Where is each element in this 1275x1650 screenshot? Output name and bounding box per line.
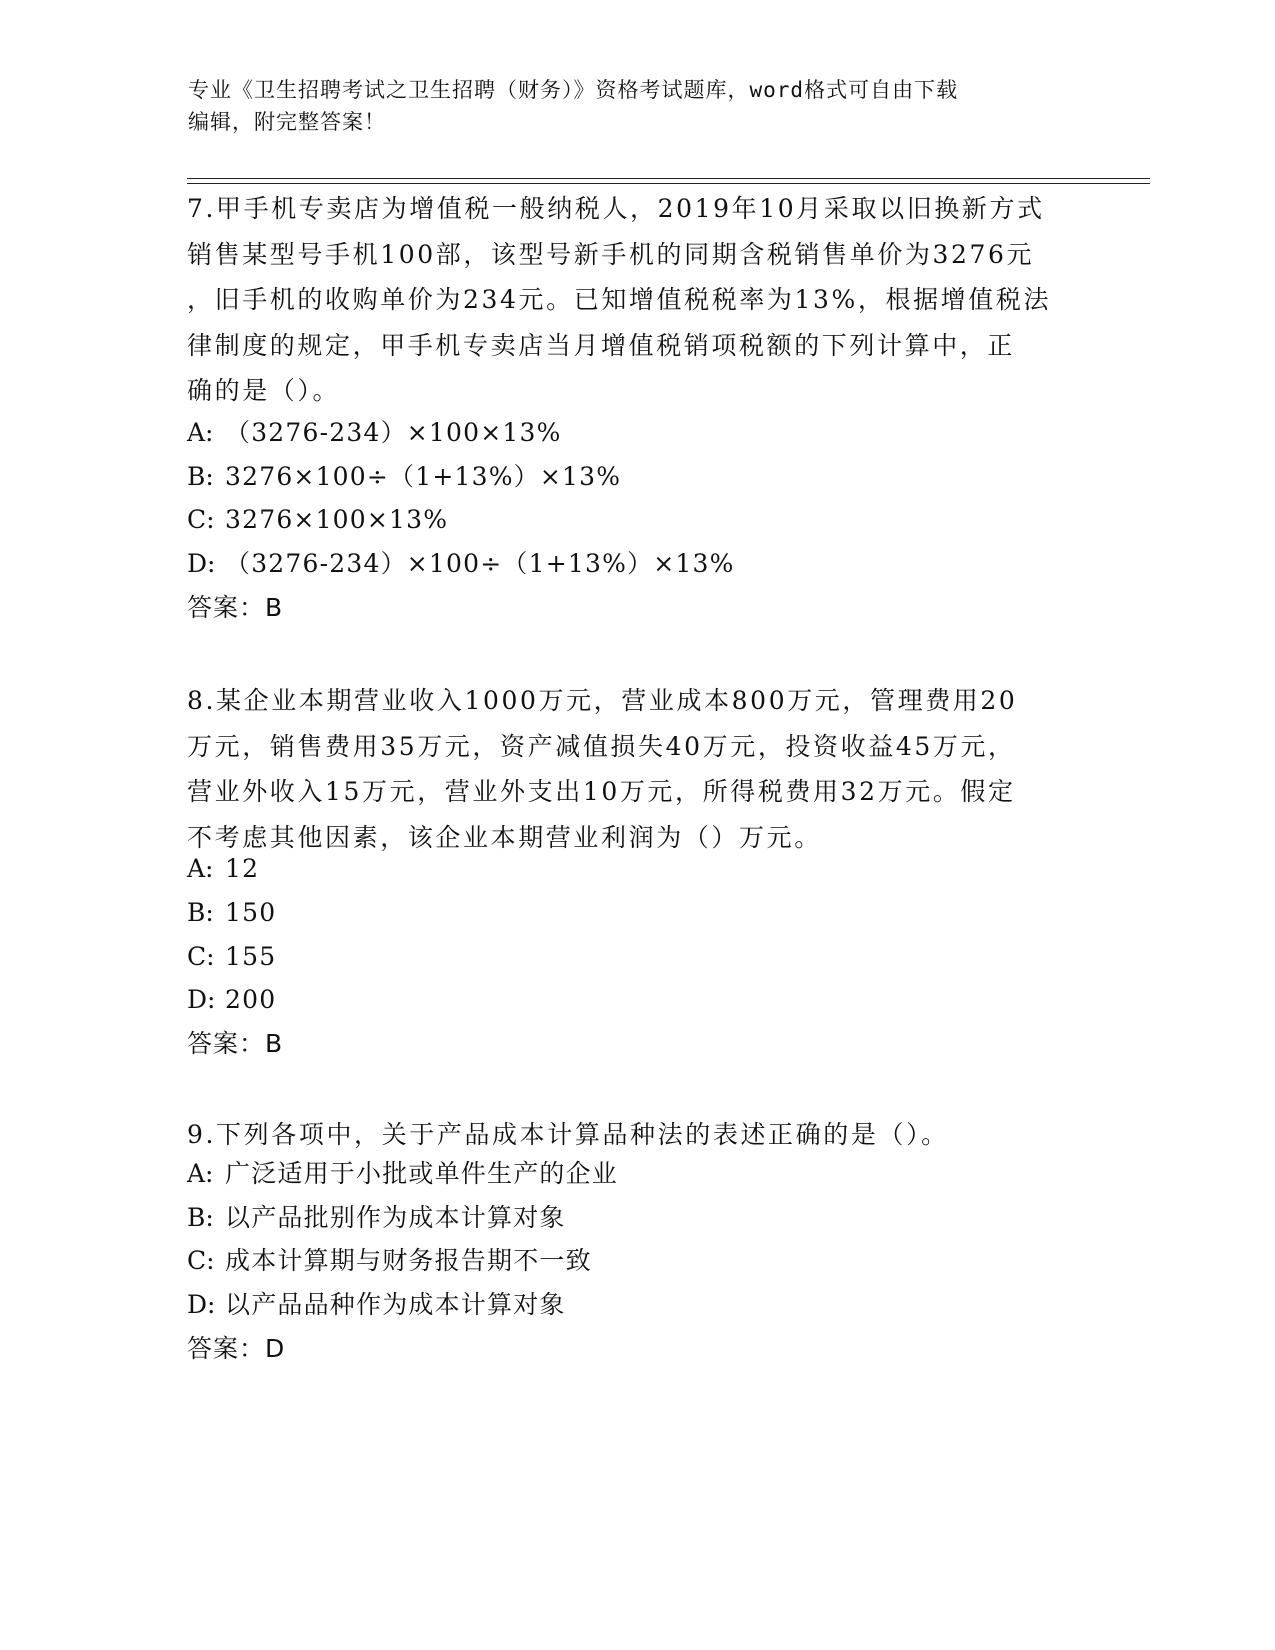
option-text: 155 <box>225 942 277 971</box>
document-header <box>188 74 1088 138</box>
option-letter: B: <box>187 462 214 491</box>
option-a <box>187 852 1087 886</box>
option-text: 成本计算期与财务报告期不一致 <box>225 1246 592 1275</box>
option-b <box>187 896 1087 930</box>
question-stem: 7.甲手机专卖店为增值税一般纳税人，2019年10月采取以旧换新方式 销售某型号手机100部，该型号新手机的同期含税销售单价为3276元 ，旧手机的收购单价为234元。已知增值税税率为13%，根据增值税法 律制度的规定，甲手机专卖店当月增值税销项税额的下列计算中，正 确的是（）。 <box>187 194 1052 405</box>
option-letter: B: <box>187 898 214 927</box>
question-stem: 8.某企业本期营业收入1000万元，营业成本800万元，管理费用20 万元，销售费用35万元，资产减值损失40万元，投资收益45万元， 营业外收入15万元，营业外支出10万元，所得税费用32万元。假定 不考虑其他因素，该企业本期营业利润为（）万元。 <box>187 686 1018 852</box>
option-text: 3276×100÷（1+13%）×13% <box>225 462 622 491</box>
answer-line: 答案：D <box>187 1334 286 1363</box>
option-text: 广泛适用于小批或单件生产的企业 <box>225 1159 619 1188</box>
option-d <box>187 1288 1087 1322</box>
option-b <box>187 460 1087 494</box>
option-letter: A: <box>187 1159 214 1188</box>
option-letter: C: <box>187 942 215 971</box>
option-a <box>187 416 1087 450</box>
option-c <box>187 503 1087 537</box>
option-letter: D: <box>187 549 216 578</box>
question-stem: 9.下列各项中，关于产品成本计算品种法的表述正确的是（）。 <box>187 1120 949 1149</box>
option-d <box>187 983 1087 1017</box>
header-divider-top <box>187 178 1150 179</box>
option-c <box>187 1244 1087 1278</box>
answer-line: 答案：B <box>187 1029 284 1058</box>
option-text: 150 <box>225 898 277 927</box>
option-c <box>187 940 1087 974</box>
option-letter: D: <box>187 985 216 1014</box>
option-letter: C: <box>187 505 215 534</box>
answer-line: 答案：B <box>187 593 284 622</box>
option-b <box>187 1201 1087 1235</box>
header-line-2: 编辑，附完整答案！ <box>188 110 386 134</box>
option-text: 3276×100×13% <box>225 505 449 534</box>
option-letter: A: <box>187 854 214 883</box>
option-letter: C: <box>187 1246 215 1275</box>
option-letter: A: <box>187 418 214 447</box>
option-letter: B: <box>187 1203 214 1232</box>
header-divider-bottom <box>187 183 1150 184</box>
header-line-1: 专业《卫生招聘考试之卫生招聘（财务）》资格考试题库，word格式可自由下载 <box>188 78 959 102</box>
option-text: （3276-234）×100÷（1+13%）×13% <box>225 549 735 578</box>
option-text: 12 <box>225 854 260 883</box>
option-text: （3276-234）×100×13% <box>225 418 562 447</box>
option-d <box>187 547 1087 581</box>
option-letter: D: <box>187 1290 216 1319</box>
option-text: 200 <box>225 985 277 1014</box>
option-text: 以产品品种作为成本计算对象 <box>225 1290 566 1319</box>
option-text: 以产品批别作为成本计算对象 <box>225 1203 566 1232</box>
option-a <box>187 1157 1087 1191</box>
